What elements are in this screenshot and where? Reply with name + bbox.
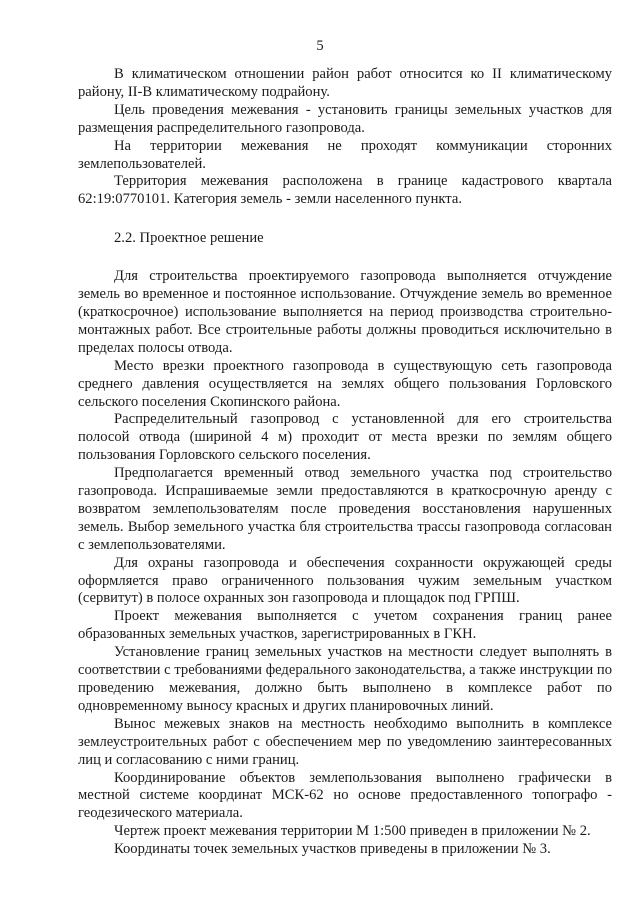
paragraph-drawing-reference: Чертеж проект межевания территории М 1:500 приведен в приложении № 2. [114, 823, 591, 840]
paragraph-land-alienation: Для строительства проектируемого газопровода выполняется отчуждение земель во временное и постоянное использование. Отчуждение земель во временное (краткосрочное) использование выполняется на период производства строительно-монтажных работ. Все строительные работы должны проводиться исключительно в пределах полосы отвода. [78, 268, 612, 356]
section-heading: 2.2. Проектное решение [114, 230, 264, 247]
paragraph-boundary-markers: Вынос межевых знаков на местность необходимо выполнить в комплексе землеустроительных работ с обеспечением мер по уведомлению заинтересованных лиц и согласованию с ними границ. [78, 715, 612, 768]
paragraph-goal: Цель проведения межевания - установить границы земельных участков для размещения распределительного газопровода. [78, 101, 612, 136]
paragraph-temporary-allotment: Предполагается временный отвод земельного участка под строительство газопровода. Испрашиваемые земли предоставляются в краткосрочную аренду с возвратом землепользователям после проведения восстановления нарушенных земель. Выбор земельного участка бля строительства трассы газопровода согласован с землепользователями. [78, 465, 612, 553]
paragraph-easement: Для охраны газопровода и обеспечения сохранности окружающей среды оформляется право ограниченного пользования чужим земельным участком (сервитут) в полосе охранных зон газопровода и площадок под ГРПШ. [78, 554, 612, 607]
paragraph-climate: В климатическом отношении район работ относится ко II климатическому району, II-В климатическому подрайону. [78, 66, 612, 100]
paragraph-boundary-establishment: Установление границ земельных участков на местности следует выполнять в соответствии с требованиями федерального законодательства, а также инструкции по проведению межевания, должно быть выполнено в комплексе работ по одновременному выносу красных и других планировочных линий. [78, 644, 612, 714]
document-body [78, 66, 612, 859]
page-number: 5 [316, 38, 324, 54]
spacer [78, 209, 612, 230]
spacer [78, 248, 612, 268]
paragraph-tie-in-point: Место врезки проектного газопровода в существующую сеть газопровода среднего давления осуществляется на землях общего пользования Горловского сельского поселения Скопинского района. [78, 357, 612, 410]
paragraph-communications: На территории межевания не проходят коммуникации сторонних землепользователей. [78, 137, 612, 172]
paragraph-coordination: Координирование объектов землепользования выполнено графически в местной системе координат МСК-62 но основе предоставленного топографо - геодезического материала. [78, 769, 612, 822]
paragraph-existing-boundaries: Проект межевания выполняется с учетом сохранения границ ранее образованных земельных участков, зарегистрированных в ГКН. [78, 608, 612, 643]
paragraph-coordinates-reference: Координаты точек земельных участков приведены в приложении № 3. [114, 841, 551, 858]
paragraph-right-of-way: Распределительный газопровод с установленной для его строительства полосой отвода (шириной 4 м) проходит от места врезки по землям общего пользования Горловского сельского поселения. [78, 411, 612, 464]
paragraph-cadastral: Территория межевания расположена в границе кадастрового квартала 62:19:0770101. Категория земель - земли населенного пункта. [78, 173, 612, 208]
